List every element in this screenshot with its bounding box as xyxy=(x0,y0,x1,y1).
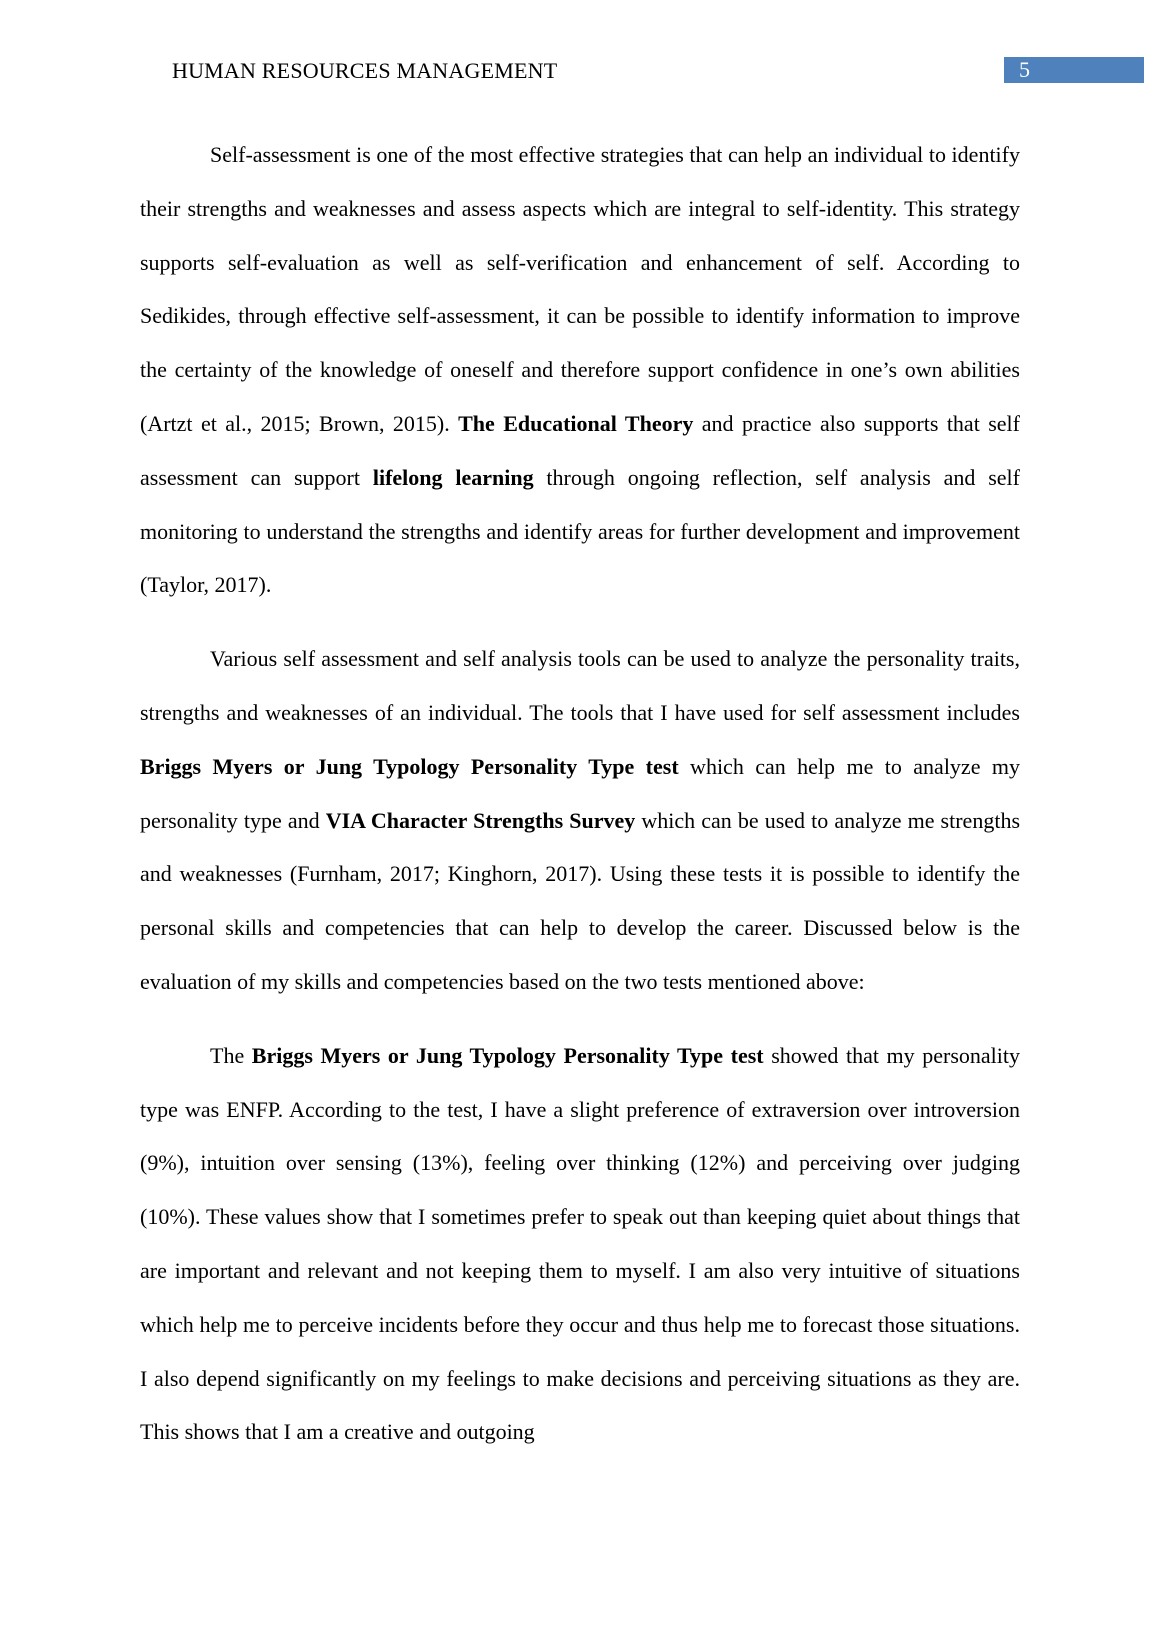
text-segment: which can help me to analyze my personality type and xyxy=(140,753,1020,833)
bold-term-educational-theory: The Educational Theory xyxy=(458,410,694,436)
paragraph-personality-results xyxy=(140,1029,1020,1459)
bold-term-personality-test: Briggs Myers or Jung Typology Personality Type test xyxy=(251,1042,764,1068)
document-body xyxy=(140,128,1020,1479)
text-segment: showed that my personality type was ENFP. According to the test, I have a slight preference of extraversion over introversion (9%), intuition over sensing (13%), feeling over thinking (12%) and perceiving over judging (10%). These values show that I sometimes prefer to speak out than keeping quiet about things that are important and relevant and not keeping them to myself. I am also very intuitive of situations which help me to perceive incidents before they occur and thus help me to forecast those situations. I also depend significantly on my feelings to make decisions and perceiving situations as they are. This shows that I am a creative and outgoing xyxy=(140,1042,1021,1445)
text-segment: Various self assessment and self analysis tools can be used to analyze the personality traits, strengths and weaknesses of an individual. The tools that I have used for self assessment includes xyxy=(140,646,1020,725)
running-header-title: HUMAN RESOURCES MANAGEMENT xyxy=(172,58,558,83)
text-segment: and practice also supports that self assessment can support xyxy=(140,410,1020,490)
bold-term-via-survey: VIA Character Strengths Survey xyxy=(325,807,636,833)
text-segment: The xyxy=(210,1042,252,1068)
paragraph-assessment-tools xyxy=(140,632,1020,1009)
page-number: 5 xyxy=(1004,57,1144,83)
bold-term-lifelong-learning: lifelong learning xyxy=(372,464,534,490)
text-segment: through ongoing reflection, self analysis and self monitoring to understand the strengths and identify areas for further development and improvement (Taylor, 2017). xyxy=(140,464,1020,598)
bold-term-personality-test: Briggs Myers or Jung Typology Personality Type test xyxy=(140,753,679,779)
text-segment: Self-assessment is one of the most effective strategies that can help an individual to identify their strengths and weaknesses and assess aspects which are integral to self-identity. This strategy supports self-evaluation as well as self-verification and enhancement of self. According to Sedikides, through effective self-assessment, it can be possible to identify information to improve the certainty of the knowledge of oneself and therefore support confidence in one’s own abilities (Artzt et al., 2015; Brown, 2015). xyxy=(140,142,1020,436)
paragraph-self-assessment xyxy=(140,128,1020,612)
text-segment: which can be used to analyze me strengths and weaknesses (Furnham, 2017; Kinghorn, 2017). Using these tests it is possible to identify the personal skills and competencies that can help to develop the career. Discussed below is the evaluation of my skills and competencies based on the two tests mentioned above: xyxy=(140,807,1020,994)
